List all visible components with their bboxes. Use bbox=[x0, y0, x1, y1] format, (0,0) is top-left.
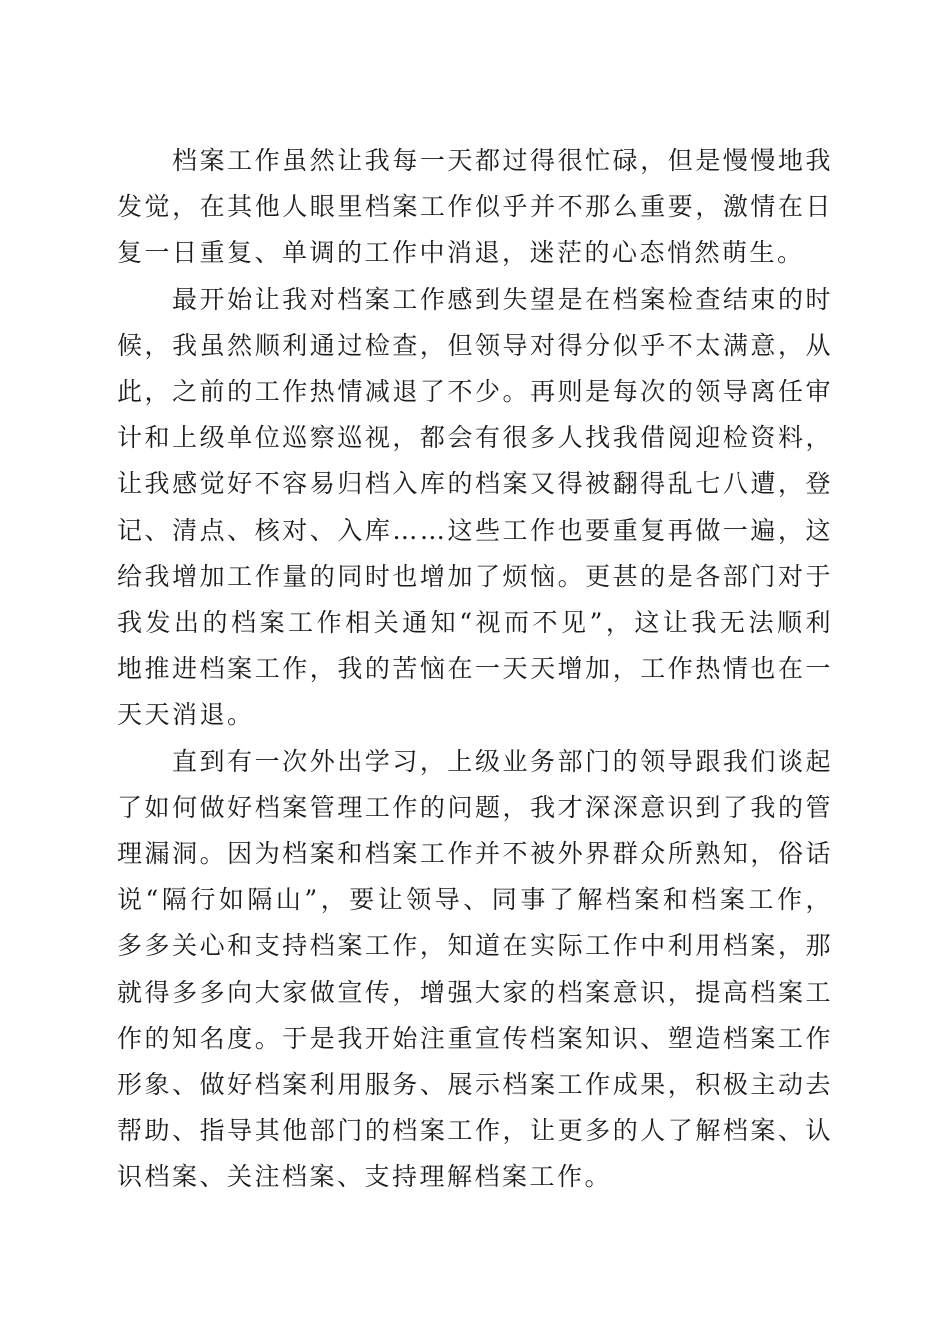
paragraph-1: 档案工作虽然让我每一天都过得很忙碌，但是慢慢地我发觉，在其他人眼里档案工作似乎并不那么重要，激情在日复一日重复、单调的工作中消退，迷茫的心态悄然萌生。 bbox=[117, 146, 833, 268]
paragraph-3: 直到有一次外出学习，上级业务部门的领导跟我们谈起了如何做好档案管理工作的问题，我才深深意识到了我的管理漏洞。因为档案和档案工作并不被外界群众所熟知，俗话说“隔行如隔山”，要让领导、同事了解档案和档案工作，多多关心和支持档案工作，知道在实际工作中利用档案，那就得多多向大家做宣传，增强大家的档案意识，提高档案工作的知名度。于是我开始注重宣传档案知识、塑造档案工作形象、做好档案利用服务、展示档案工作成果，积极主动去帮助、指导其他部门的档案工作，让更多的人了解档案、认识档案、关注档案、支持理解档案工作。 bbox=[117, 746, 833, 1192]
document-body bbox=[117, 138, 833, 1201]
paragraph-2: 最开始让我对档案工作感到失望是在档案检查结束的时候，我虽然顺利通过检查，但领导对得分似乎不太满意，从此，之前的工作热情减退了不少。再则是每次的领导离任审计和上级单位巡察巡视，都会有很多人找我借阅迎检资料，让我感觉好不容易归档入库的档案又得被翻得乱七八遭，登记、清点、核对、入库……这些工作也要重复再做一遍，这给我增加工作量的同时也增加了烦恼。更甚的是各部门对于我发出的档案工作相关通知“视而不见”，这让我无法顺利地推进档案工作，我的苦恼在一天天增加，工作热情也在一天天消退。 bbox=[117, 284, 833, 730]
